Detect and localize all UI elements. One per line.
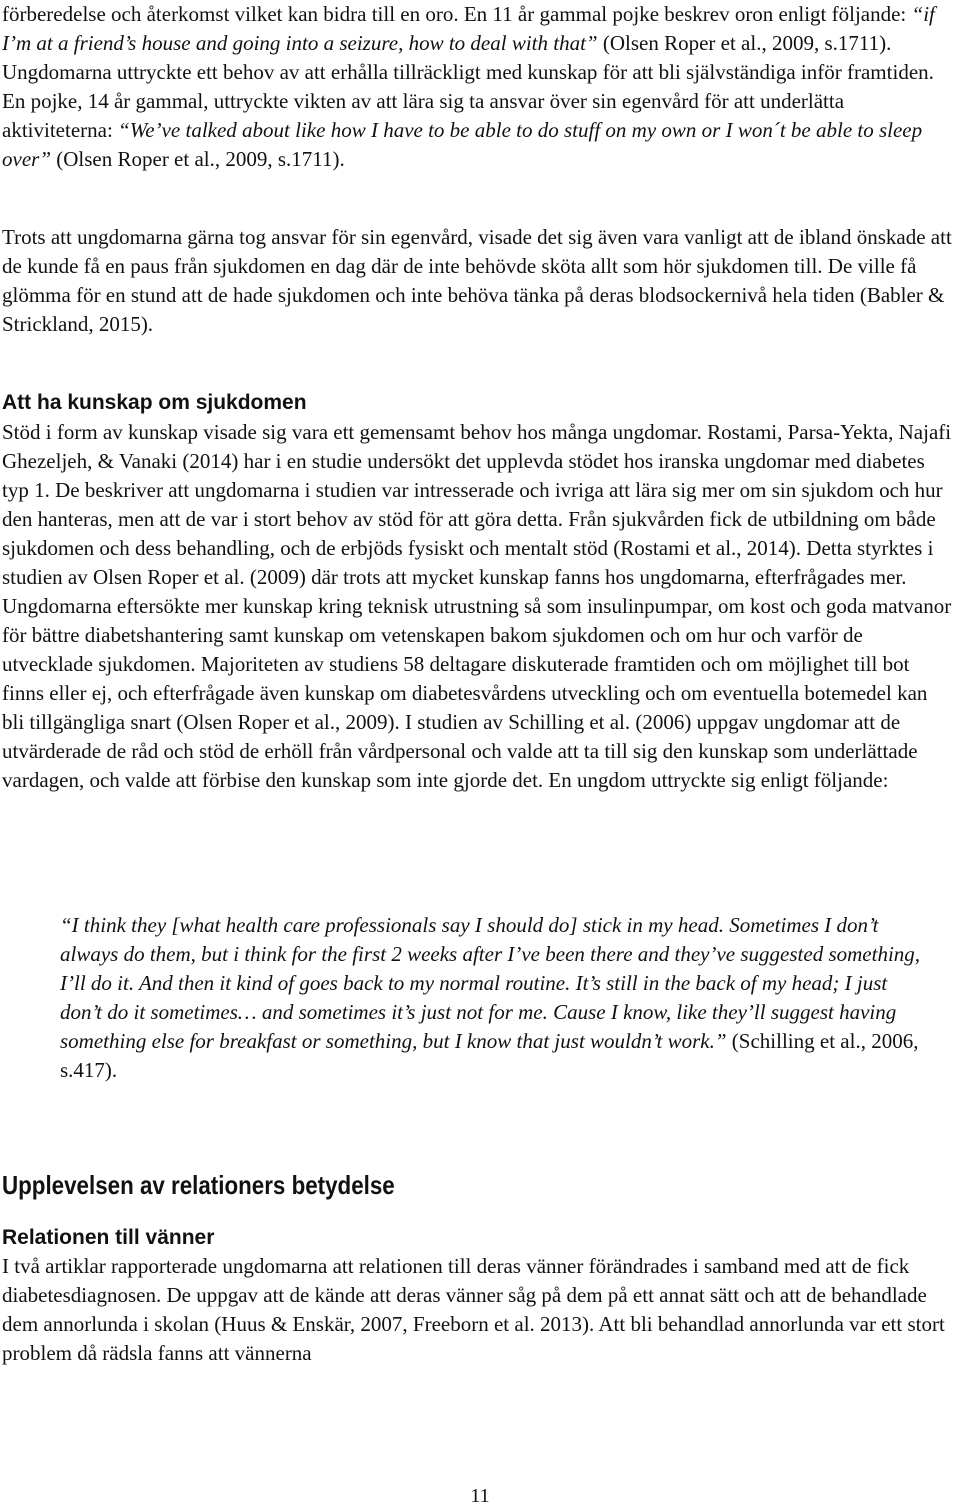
paragraph-2: Trots att ungdomarna gärna tog ansvar för sin egenvård, visade det sig även vara vanligt att de ibland önskade att de kunde få en paus från sjukdomen en dag där de inte behövde sköta allt som hör sjukdomen till. De ville få glömma för en stund att de hade sjukdomen och inte behöva tänka på deras blodsockernivå hela tiden (Babler & Strickland, 2015). [2, 225, 952, 336]
paragraph-1-text-c: (Olsen Roper et al., 2009, s.1711). [51, 147, 345, 171]
paragraph-4: I två artiklar rapporterade ungdomarna att relationen till deras vänner förändrades i samband med att de fick diabetesdiagnosen. De uppgav att de kände att deras vänner såg på dem på ett annat sätt och att de behandlade dem annorlunda i skolan (Huus & Enskär, 2007, Freeborn et al. 2013). Att bli behandlad annorlunda var ett stort problem då rädsla fanns att vännerna [2, 1254, 945, 1365]
section-heading-friends: Relationen till vänner [2, 1226, 215, 1249]
paragraph-1 [0, 0, 960, 174]
block-quote-citation: (Schilling et al., 2006, s.417). [60, 1029, 919, 1082]
chapter-heading-relationships: Upplevelsen av relationers betydelse [2, 1170, 395, 1200]
block-quote [60, 911, 930, 1085]
quote-inline-2: “We’ve talked about like how I have to be able to do stuff on my own or I won´t be able to sleep over” [2, 118, 923, 171]
block-quote-text: “I think they [what health care professionals say I should do] stick in my head. Sometimes I don’t always do them, but i think for the first 2 weeks after I’ve been there and they’ve suggested something, I’ll do it. And then it kind of goes back to my normal routine. It’s still in the back of my head; I just don’t do it sometimes… and sometimes it’s just not for me. Cause I know, like they’ll suggest having something else for breakfast or something, but I know that just wouldn’t work.” [60, 913, 921, 1053]
page-number: 11 [470, 1485, 490, 1507]
paragraph-3: Stöd i form av kunskap visade sig vara ett gemensamt behov hos många ungdomar. Rostami, Parsa-Yekta, Najafi Ghezeljeh, & Vanaki (2014) har i en studie undersökt det upplevda stödet hos iranska ungdomar med diabetes typ 1. De beskriver att ungdomarna i studien var intresserade och ivriga att lära sig mer om sin sjukdom och hur den hanteras, men att de var i stort behov av stöd för att göra detta. Från sjukvården fick de utbildning om både sjukdomen och dess behandling, och de erbjöds fysiskt och mentalt stöd (Rostami et al., 2014). Detta styrktes i studien av Olsen Roper et al. (2009) där trots att mycket kunskap fanns hos ungdomarna, efterfrågades mer. Ungdomarna eftersökte mer kunskap kring teknisk utrustning så som insulinpumpar, om kost och goda matvanor för bättre diabetshantering samt kunskap om vetenskapen bakom sjukdomen och om hur och varför de utvecklade sjukdomen. Majoriteten av studiens 58 deltagare diskuterade framtiden och om möjlighet till bot finns eller ej, och efterfrågade även kunskap om diabetesvårdens utveckling och om eventuella botemedel kan bli tillgängliga snart (Olsen Roper et al., 2009). I studien av Schilling et al. (2006) uppgav ungdomar att de utvärderade de råd och stöd de erhöll från vårdpersonal och valde att ta till sig den kunskap som underlättade vardagen, och valde att förbise den kunskap som inte gjorde det. En ungdom uttryckte sig enligt följande: [2, 420, 952, 792]
paragraph-1-text-b: (Olsen Roper et al., 2009, s.1711). Ungdomarna uttryckte ett behov av att erhålla tillräckligt med kunskap för att bli självständiga inför framtiden. En pojke, 14 år gammal, uttryckte vikten av att lära sig ta ansvar över sin egenvård för att underlätta aktiviteterna: [2, 31, 934, 142]
section-heading-knowledge: Att ha kunskap om sjukdomen [2, 391, 307, 414]
paragraph-1-text-a: förberedelse och återkomst vilket kan bidra till en oro. En 11 år gammal pojke beskrev oron enligt följande: [2, 2, 912, 26]
quote-inline-1: “if I’m at a friend’s house and going into a seizure, how to deal with that” [2, 2, 935, 55]
